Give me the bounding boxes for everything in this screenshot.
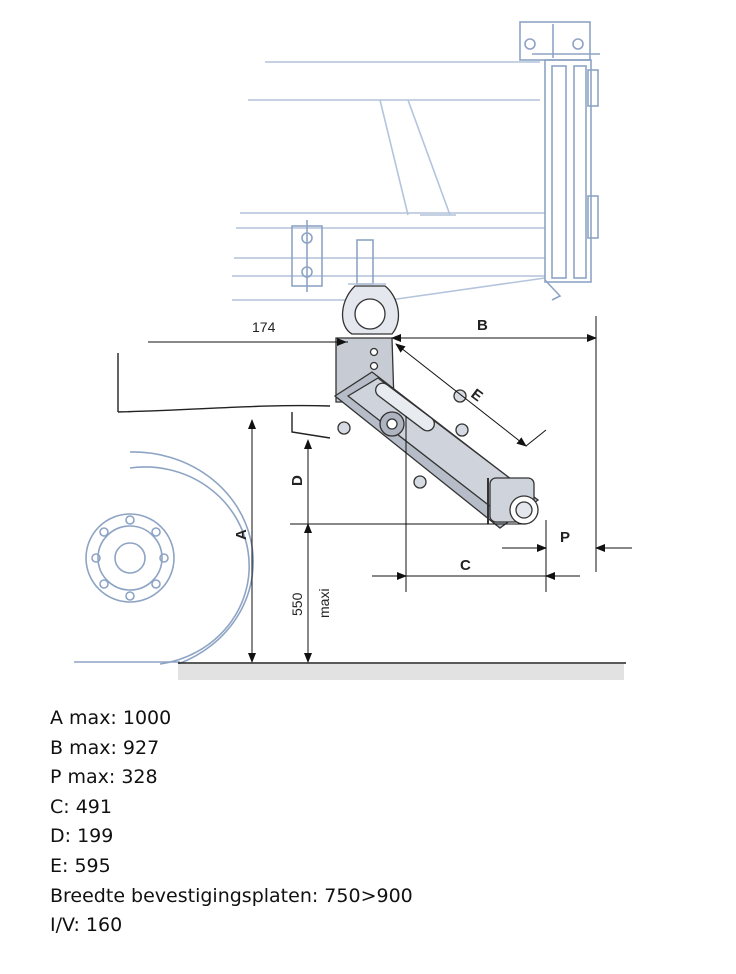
dim-d-label: D [289,475,306,486]
spec-a-max: A max: 1000 [50,707,172,729]
hitch-assembly [335,286,538,528]
spec-e: E: 595 [50,854,111,877]
dim-a-label: A [233,529,250,540]
spec-list [50,704,413,941]
ground-line [178,664,624,680]
dim-b-label: B [477,317,488,334]
dim-c-label: C [460,557,471,574]
dim-p-label: P [560,529,571,546]
truck-frame [232,62,545,300]
dim-maxi-label: maxi [316,588,332,618]
spec-d: D: 199 [50,825,114,848]
dim-550-label: 550 [289,592,305,616]
dim-e-label: E [467,385,486,406]
wheel [74,452,253,664]
chassis-outline [118,353,330,438]
spec-p-max: P max: 328 [50,766,158,789]
spec-iv: I/V: 160 [50,914,123,937]
spec-c: C: 491 [50,795,112,818]
dim-174-label: 174 [252,319,276,335]
spec-b-max: B max: 927 [50,736,160,759]
spec-plate-width: Breedte bevestigingsplaten: 750>900 [50,884,413,907]
